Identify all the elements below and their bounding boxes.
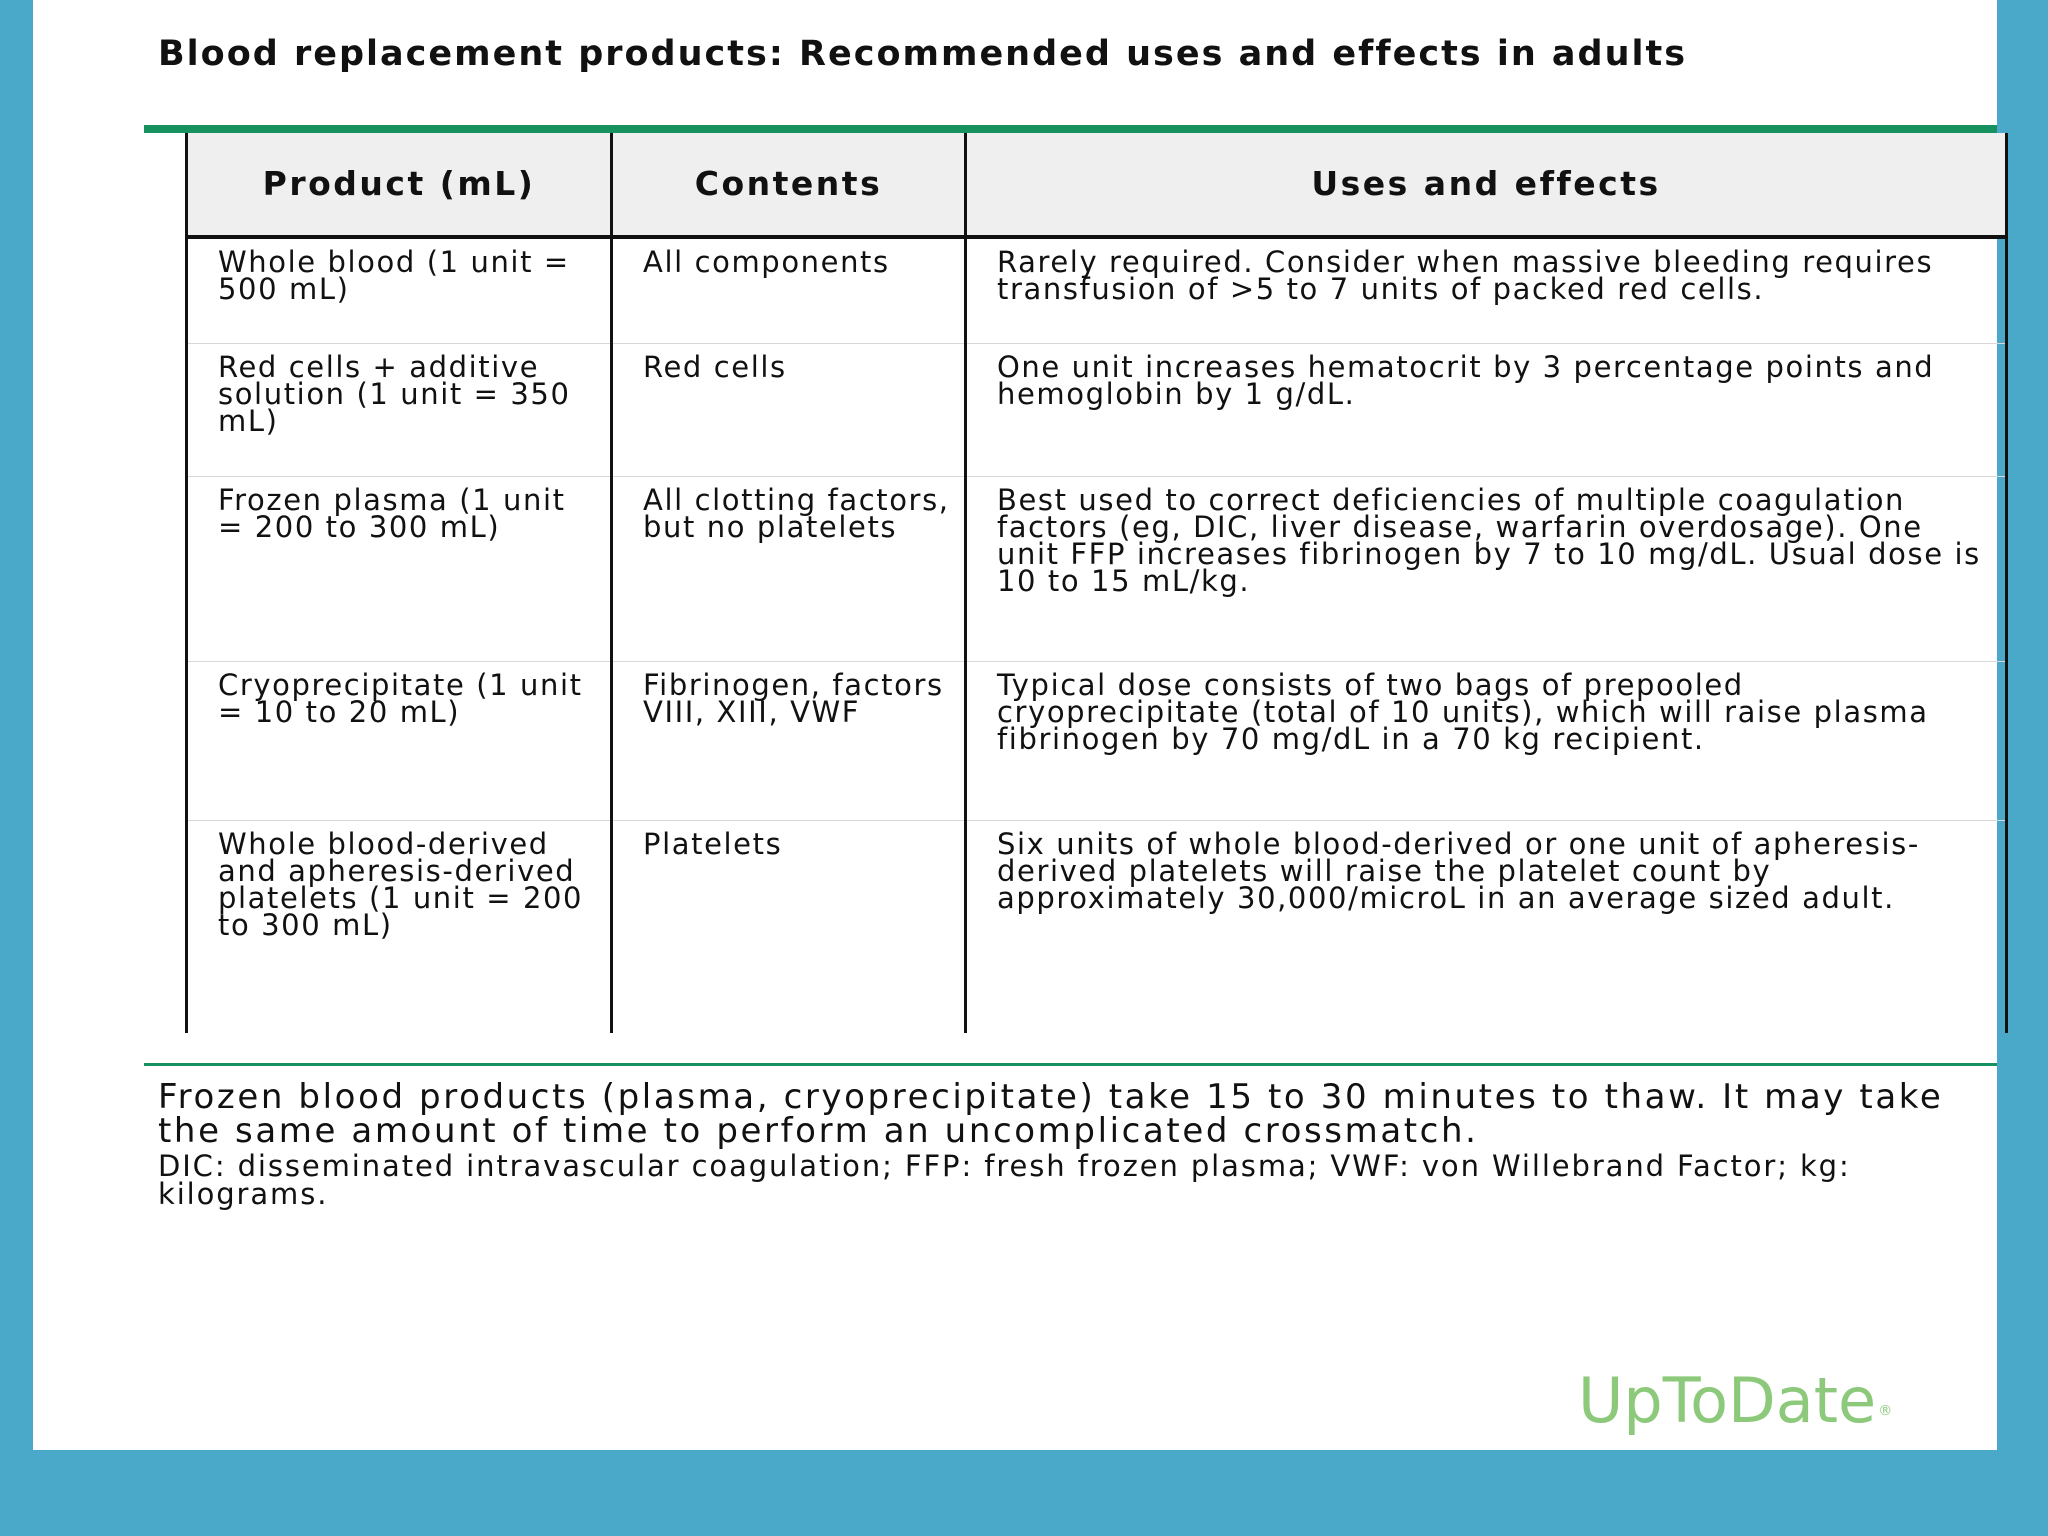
- blood-products-table: [185, 133, 2008, 1033]
- cell-contents: Platelets: [612, 821, 966, 1034]
- cell-product: Whole blood-derived and apheresis-derived platelets (1 unit = 200 to 300 mL): [187, 821, 612, 1034]
- table-row: [187, 237, 2007, 344]
- table-row: [187, 662, 2007, 821]
- cell-uses: One unit increases hematocrit by 3 percentage points and hemoglobin by 1 g/dL.: [966, 344, 2007, 477]
- footnotes: [158, 1077, 1978, 1211]
- header-uses: Uses and effects: [966, 133, 2007, 237]
- thaw-note: Frozen blood products (plasma, cryoprecipitate) take 15 to 30 minutes to thaw. It may take the same amount of time to perform an uncomplicated crossmatch.: [158, 1077, 1944, 1151]
- table-row: [187, 821, 2007, 1034]
- table-row: [187, 477, 2007, 662]
- cell-product: Frozen plasma (1 unit = 200 to 300 mL): [187, 477, 612, 662]
- cell-uses: Six units of whole blood-derived or one unit of apheresis-derived platelets will raise the platelet count by approximately 30,000/microL in an average sized adult.: [966, 821, 2007, 1034]
- uptodate-logo: [1578, 1364, 1893, 1437]
- slide: [33, 0, 1997, 1450]
- cell-contents: Red cells: [612, 344, 966, 477]
- table-header-row: [187, 133, 2007, 237]
- cell-uses: Best used to correct deficiencies of multiple coagulation factors (eg, DIC, liver disease, warfarin overdosage). One unit FFP increases fibrinogen by 7 to 10 mg/dL. Usual dose is 10 to 15 mL/kg.: [966, 477, 2007, 662]
- cell-product: Whole blood (1 unit = 500 mL): [187, 237, 612, 344]
- logo-text: UpToDate: [1578, 1364, 1877, 1437]
- header-product: Product (mL): [187, 133, 612, 237]
- header-contents: Contents: [612, 133, 966, 237]
- table-row: [187, 344, 2007, 477]
- cell-contents: Fibrinogen, factors VIII, XIII, VWF: [612, 662, 966, 821]
- table-title: Blood replacement products: Recommended uses and effects in adults: [158, 34, 1688, 74]
- cell-product: Red cells + additive solution (1 unit = 350 mL): [187, 344, 612, 477]
- registered-mark: ®: [1878, 1403, 1893, 1419]
- abbreviations-note: DIC: disseminated intravascular coagulation; FFP: fresh frozen plasma; VWF: von Willebrand Factor; kg: kilograms.: [158, 1149, 1851, 1211]
- top-rule: [144, 125, 1997, 133]
- bottom-rule: [144, 1063, 1997, 1066]
- cell-uses: Typical dose consists of two bags of prepooled cryoprecipitate (total of 10 units), which will raise plasma fibrinogen by 70 mg/dL in a 70 kg recipient.: [966, 662, 2007, 821]
- cell-contents: All clotting factors, but no platelets: [612, 477, 966, 662]
- cell-contents: All components: [612, 237, 966, 344]
- cell-uses: Rarely required. Consider when massive bleeding requires transfusion of >5 to 7 units of packed red cells.: [966, 237, 2007, 344]
- cell-product: Cryoprecipitate (1 unit = 10 to 20 mL): [187, 662, 612, 821]
